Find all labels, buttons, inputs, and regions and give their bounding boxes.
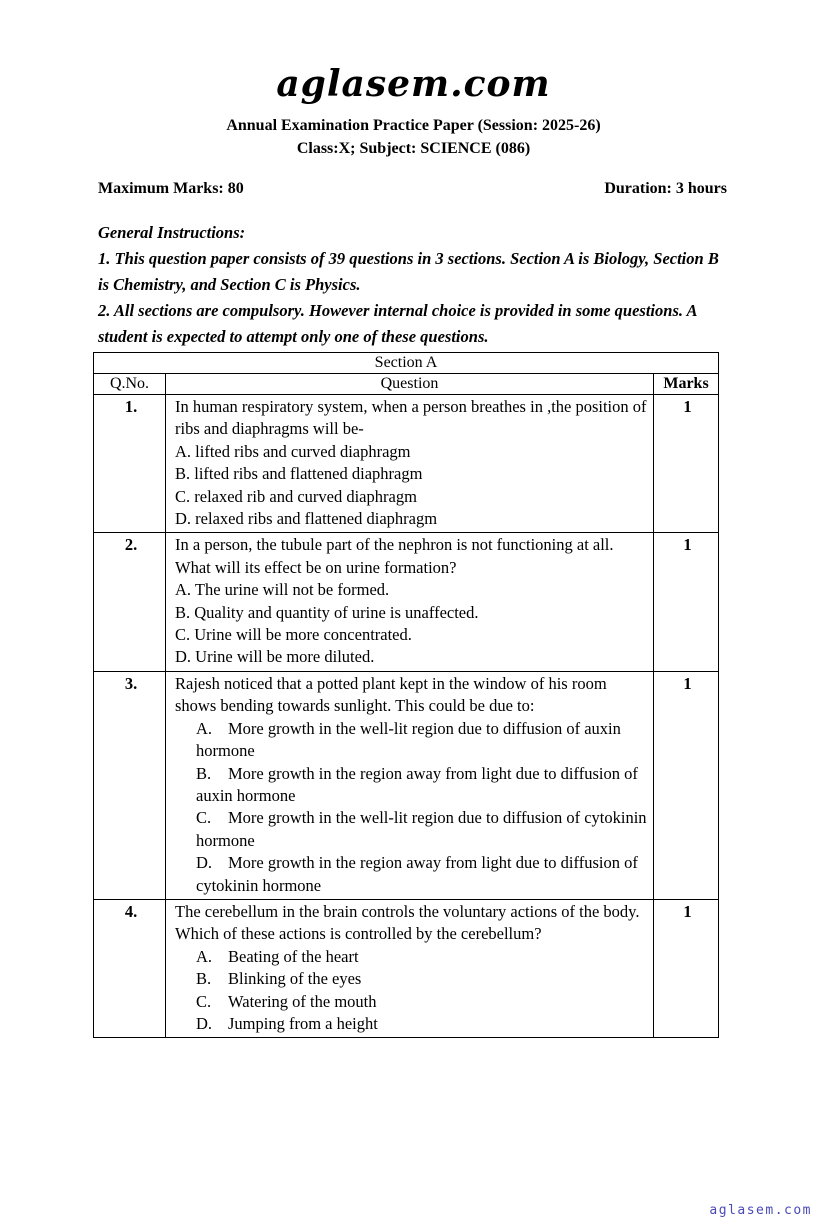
footer-watermark: aglasem.com xyxy=(709,1203,812,1218)
option-text: More growth in the region away from light due to diffusion of cytokinin hormone xyxy=(196,853,638,895)
option-line xyxy=(196,968,647,990)
document-page xyxy=(0,60,827,1229)
option-text: Watering of the mouth xyxy=(228,991,377,1011)
question-stem: The cerebellum in the brain controls the voluntary actions of the body. Which of these actions is controlled by the cerebellum? xyxy=(175,901,640,944)
question-cell xyxy=(166,533,654,671)
question-number-cell: 4. xyxy=(94,899,166,1037)
option-text: More growth in the well-lit region due to diffusion of auxin hormone xyxy=(196,718,621,761)
option-line xyxy=(196,991,647,1013)
option-line: A. lifted ribs and curved diaphragm xyxy=(175,441,411,461)
question-stem: Rajesh noticed that a potted plant kept in the window of his room shows bending towards sunlight. This could be due to: xyxy=(175,673,607,716)
question-row xyxy=(94,899,719,1037)
options-list xyxy=(175,946,647,1036)
instruction-item-2: 2. All sections are compulsory. However internal choice is provided in some questions. A student is expected to attempt only one of these questions. xyxy=(98,301,697,346)
option-label: D. xyxy=(196,853,213,873)
option-text: Jumping from a height xyxy=(228,1013,378,1033)
option-label: B. xyxy=(196,763,212,783)
option-text: More growth in the well-lit region due to diffusion of cytokinin hormone xyxy=(196,808,647,850)
option-line: D. Urine will be more diluted. xyxy=(175,647,375,667)
options-list xyxy=(175,718,647,897)
marks-cell: 1 xyxy=(654,899,719,1037)
option-text: Blinking of the eyes xyxy=(228,969,362,989)
qno-column-header: Q.No. xyxy=(94,374,166,395)
option-line: C. Urine will be more concentrated. xyxy=(175,625,412,645)
paper-title: Annual Examination Practice Paper (Session: 2025-26) xyxy=(226,117,601,134)
option-label: D. xyxy=(196,1013,213,1033)
question-cell xyxy=(166,395,654,533)
option-label: C. xyxy=(196,991,212,1011)
instruction-item-1: 1. This question paper consists of 39 questions in 3 sections. Section A is Biology, Section B is Chemistry, and Section C is Physics. xyxy=(98,249,719,294)
question-table xyxy=(93,352,719,1038)
question-cell xyxy=(166,899,654,1037)
instructions-heading: General Instructions: xyxy=(98,223,246,242)
question-number-cell: 1. xyxy=(94,395,166,533)
marks-cell: 1 xyxy=(654,533,719,671)
question-column-header: Question xyxy=(166,374,654,395)
marks-cell: 1 xyxy=(654,671,719,899)
option-line: D. relaxed ribs and flattened diaphragm xyxy=(175,509,438,529)
duration-label: Duration: 3 hours xyxy=(604,180,727,197)
marks-column-header: Marks xyxy=(654,374,719,395)
option-label: A. xyxy=(196,718,213,738)
option-line: A. The urine will not be formed. xyxy=(175,580,390,600)
question-row xyxy=(94,533,719,671)
question-cell xyxy=(166,671,654,899)
options-list xyxy=(175,441,647,531)
question-number-cell: 2. xyxy=(94,533,166,671)
option-label: B. xyxy=(196,969,212,989)
option-line xyxy=(196,718,647,763)
question-number-cell: 3. xyxy=(94,671,166,899)
option-label: A. xyxy=(196,946,213,966)
option-line: B. lifted ribs and flattened diaphragm xyxy=(175,464,423,484)
general-instructions xyxy=(98,220,729,350)
question-stem: In a person, the tubule part of the nephron is not functioning at all. What will its effect be on urine formation? xyxy=(175,535,614,577)
option-text: More growth in the region away from light due to diffusion of auxin hormone xyxy=(196,763,638,805)
question-rows xyxy=(94,395,719,1038)
option-line xyxy=(196,807,647,852)
option-line xyxy=(196,946,647,968)
question-row xyxy=(94,395,719,533)
options-list xyxy=(175,579,647,669)
option-line: C. relaxed rib and curved diaphragm xyxy=(175,486,417,506)
option-line xyxy=(196,1013,647,1035)
option-line xyxy=(196,763,647,808)
aglasem-logo: aglasem.com xyxy=(276,63,551,105)
section-header-row xyxy=(94,353,719,374)
option-label: C. xyxy=(196,808,212,828)
maximum-marks-label: Maximum Marks: 80 xyxy=(98,180,244,197)
column-header-row xyxy=(94,374,719,395)
question-row xyxy=(94,671,719,899)
question-stem: In human respiratory system, when a person breathes in ,the position of ribs and diaphragms will be- xyxy=(175,397,647,439)
class-subject-line: Class:X; Subject: SCIENCE (086) xyxy=(296,140,531,157)
marks-duration-row xyxy=(98,179,727,199)
section-title: Section A xyxy=(94,353,719,374)
option-text: Beating of the heart xyxy=(228,946,359,966)
option-line: B. Quality and quantity of urine is unaffected. xyxy=(175,602,479,622)
marks-cell: 1 xyxy=(654,395,719,533)
option-line xyxy=(196,852,647,897)
